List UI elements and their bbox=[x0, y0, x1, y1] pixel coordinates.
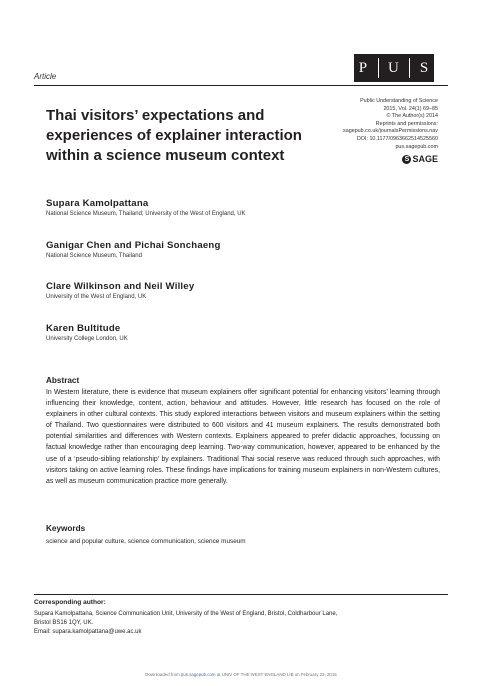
corresponding-details bbox=[34, 610, 454, 637]
abstract-heading: Abstract bbox=[46, 376, 80, 385]
author-name: Karen Bultitude bbox=[46, 323, 121, 334]
article-type-label: Article bbox=[34, 72, 57, 81]
footer-rule bbox=[34, 594, 448, 595]
doi[interactable]: DOI: 10.1177/0963662514525560 bbox=[356, 135, 438, 142]
logo-letter-p: P bbox=[358, 59, 369, 76]
logo-divider bbox=[409, 58, 410, 78]
copyright: © The Author(s) 2014 bbox=[386, 113, 438, 120]
journal-volume: 2015, Vol. 24(1) 69–85 bbox=[383, 105, 438, 112]
journal-logo bbox=[354, 54, 434, 82]
corresponding-address: Supara Kamolpattana, Science Communication Unit, University of the West of England, Bristol, Coldharbour Lane, bbox=[34, 611, 338, 617]
corresponding-email[interactable]: Email: supara.kamolpattana@uwe.ac.uk bbox=[34, 629, 142, 635]
author-name: Clare Wilkinson and Neil Willey bbox=[46, 281, 195, 292]
corresponding-heading: Corresponding author: bbox=[34, 599, 106, 606]
corresponding-postcode: Bristol BS16 1QY, UK. bbox=[34, 620, 94, 626]
download-prefix: Downloaded from bbox=[145, 672, 181, 677]
author-affiliation: University of the West of England, UK bbox=[46, 294, 147, 300]
journal-meta bbox=[288, 98, 438, 151]
logo-letter-u: U bbox=[388, 59, 400, 76]
author-name: Supara Kamolpattana bbox=[46, 198, 149, 209]
article-title: Thai visitors’ expectations and experiences of explainer interaction within a science museum context bbox=[46, 107, 302, 164]
download-notice bbox=[0, 672, 482, 677]
abstract-text: In Western literature, there is evidence that museum explainers offer significant potential for enhancing visitors’ learning through influencing their knowledge, content, action, behaviour and attitudes. However, little research has focused on the role of explainers in other cultural contexts. This study explored interactions between visitors and museum explainers within the setting of Thailand. Two questionnaires were distributed to 600 visitors and 41 museum explainers. The results demonstrated both potential similarities and differences with Western contexts. Explainers appeared to prefer didactic approaches, focussing on factual knowledge rather than encouraging deep learning. Two-way communication, however, appeared to be enhanced by the use of a ‘pseudo-sibling relationship’ by explainers. Traditional Thai social reserve was reduced through such approaches, with visitors taking on active learning roles. These findings have implications for training museum explainers in non-Western cultures, as well as museum communication practice more generally. bbox=[46, 389, 440, 485]
download-suffix: at UNIV OF THE WEST ENGLAND LIB on February 23, 2015 bbox=[215, 672, 337, 677]
author-affiliation: University College London, UK bbox=[46, 336, 128, 342]
sage-badge-icon: S bbox=[402, 155, 411, 164]
keywords-text: science and popular culture, science communication, science museum bbox=[46, 538, 246, 545]
sage-logo bbox=[402, 154, 438, 164]
download-link[interactable]: pus.sagepub.com bbox=[180, 672, 216, 677]
sage-text: SAGE bbox=[412, 154, 438, 164]
logo-letter-s: S bbox=[419, 59, 430, 76]
logo-divider bbox=[378, 58, 379, 78]
reprints-label: Reprints and permissions: bbox=[375, 120, 438, 127]
journal-name: Public Understanding of Science bbox=[360, 98, 438, 104]
permissions-link[interactable]: sagepub.co.uk/journalsPermissions.nav bbox=[343, 128, 438, 135]
header-rule bbox=[34, 85, 448, 86]
journal-url[interactable]: pus.sagepub.com bbox=[395, 143, 438, 150]
author-name: Ganigar Chen and Pichai Sonchaeng bbox=[46, 240, 221, 251]
author-affiliation: National Science Museum, Thailand; University of the West of England, UK bbox=[46, 211, 246, 217]
keywords-heading: Keywords bbox=[46, 524, 86, 533]
author-affiliation: National Science Museum, Thailand bbox=[46, 253, 142, 259]
